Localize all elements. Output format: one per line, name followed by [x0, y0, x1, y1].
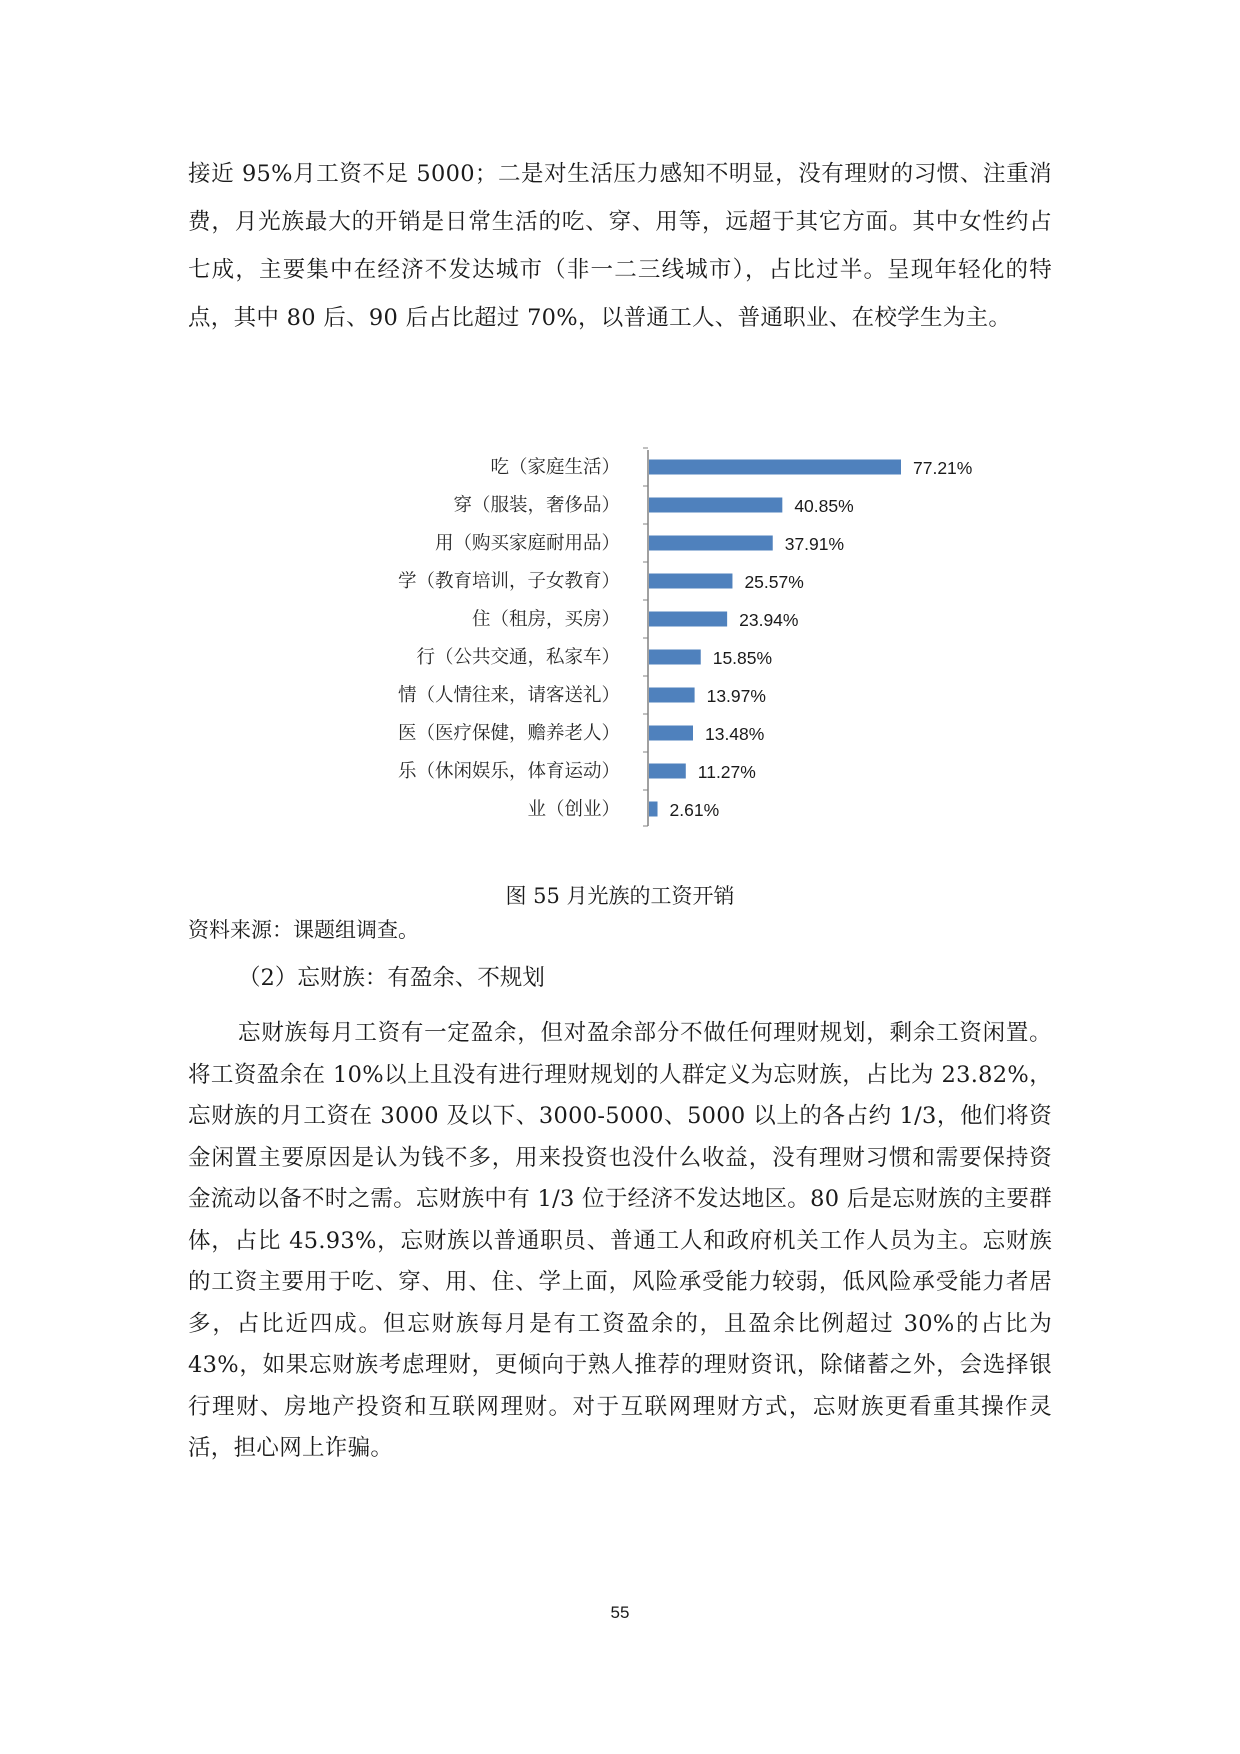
data-label: 15.85%: [712, 648, 773, 668]
intro-paragraph: 接近 95%月工资不足 5000；二是对生活压力感知不明显，没有理财的习惯、注重消费，月光族最大的开销是日常生活的吃、穿、用等，远超于其它方面。其中女性约占七成，主要集中在经济不发达城市（非一二三线城市），占比过半。呈现年轻化的特点，其中 80 后、90 后占比超过 70%，以普通工人、普通职业、在校学生为主。: [188, 161, 1052, 331]
bar: [649, 726, 693, 741]
bar: [649, 612, 727, 627]
data-label: 13.48%: [704, 724, 765, 744]
chart-canvas: [0, 440, 1240, 860]
category-label: 情（人情往来，请客送礼）: [397, 685, 620, 706]
figure-caption: 图 55 月光族的工资开销: [505, 884, 735, 908]
category-label: 行（公共交通，私家车）: [416, 647, 620, 668]
data-label: 77.21%: [913, 458, 973, 478]
category-label: 业（创业）: [527, 799, 620, 820]
bar: [649, 764, 686, 779]
expense-bar-chart: [0, 440, 1240, 860]
section-paragraph: 忘财族每月工资有一定盈余，但对盈余部分不做任何理财规划，剩余工资闲置。将工资盈余在 10%以上且没有进行理财规划的人群定义为忘财族，占比为 23.82%，忘财族的月工资在 3000 及以下、3000-5000、5000 以上的各占约 1/3，他们将资金闲置主要原因是认为钱不多，用来投资也没什么收益，没有理财习惯和需要保持资金流动以备不时之需。忘财族中有 1/3 位于经济不发达地区。80 后是忘财族的主要群体，占比 45.93%，忘财族以普通职员、普通工人和政府机关工作人员为主。忘财族的工资主要用于吃、穿、用、住、学上面，风险承受能力较弱，低风险承受能力者居多，占比近四成。但忘财族每月是有工资盈余的，且盈余比例超过 30%的占比为 43%，如果忘财族考虑理财，更倾向于熟人推荐的理财资讯，除储蓄之外，会选择银行理财、房地产投资和互联网理财。对于互联网理财方式，忘财族更看重其操作灵活，担心网上诈骗。: [188, 1020, 1052, 1461]
data-label: 2.61%: [669, 800, 720, 820]
category-label: 穿（服装，奢侈品）: [453, 495, 620, 516]
data-label: 25.57%: [744, 572, 804, 592]
data-label: 37.91%: [784, 534, 845, 554]
page-number: 55: [610, 1603, 630, 1622]
bar: [649, 498, 782, 513]
category-label: 吃（家庭生活）: [490, 457, 620, 478]
bar: [649, 460, 901, 475]
category-label: 学（教育培训，子女教育）: [397, 571, 620, 592]
bar: [649, 688, 695, 703]
section-heading: （2）忘财族：有盈余、不规划: [238, 965, 545, 991]
data-label: 11.27%: [697, 762, 756, 782]
bar: [649, 536, 773, 551]
bar: [649, 650, 701, 665]
data-label: 23.94%: [739, 610, 799, 630]
bar: [649, 574, 732, 589]
category-label: 乐（休闲娱乐，体育运动）: [397, 761, 620, 782]
data-source-note: 资料来源：课题组调查。: [188, 918, 419, 942]
data-label: 40.85%: [794, 496, 854, 516]
category-label: 住（租房，买房）: [471, 609, 620, 630]
data-label: 13.97%: [706, 686, 766, 706]
category-label: 用（购买家庭耐用品）: [434, 533, 620, 554]
bar: [649, 802, 658, 817]
category-label: 医（医疗保健，赡养老人）: [397, 723, 620, 744]
